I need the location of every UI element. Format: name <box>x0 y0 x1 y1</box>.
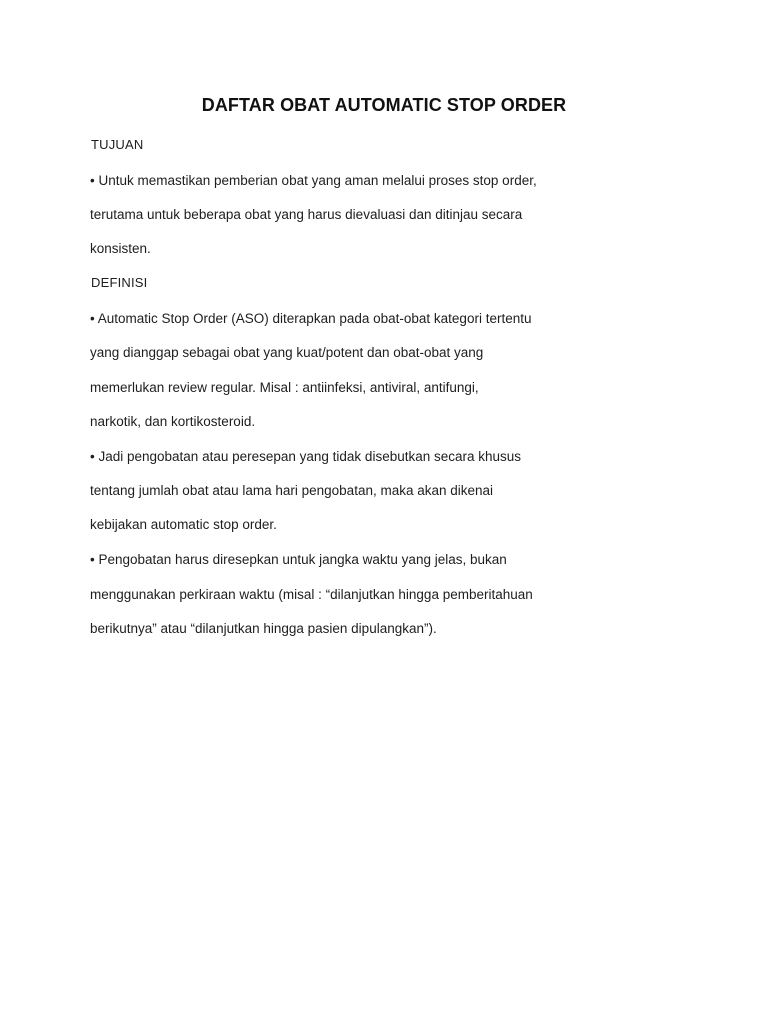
section-heading-tujuan: TUJUAN <box>91 137 144 152</box>
document-title: DAFTAR OBAT AUTOMATIC STOP ORDER <box>201 95 567 115</box>
paragraph-line: • Jadi pengobatan atau peresepan yang tidak disebutkan secara khusus <box>90 449 522 464</box>
paragraph-line: kebijakan automatic stop order. <box>90 517 277 532</box>
paragraph-line: menggunakan perkiraan waktu (misal : “dilanjutkan hingga pemberitahuan <box>90 587 533 602</box>
paragraph-line: berikutnya” atau “dilanjutkan hingga pasien dipulangkan”). <box>90 621 437 636</box>
paragraph-line: • Untuk memastikan pemberian obat yang aman melalui proses stop order, <box>90 173 537 188</box>
paragraph-line: konsisten. <box>90 241 151 256</box>
paragraph-line: narkotik, dan kortikosteroid. <box>90 414 256 429</box>
section-heading-definisi: DEFINISI <box>91 275 148 290</box>
paragraph-line: yang dianggap sebagai obat yang kuat/potent dan obat-obat yang <box>90 345 484 360</box>
paragraph-line: terutama untuk beberapa obat yang harus dievaluasi dan ditinjau secara <box>90 207 523 222</box>
paragraph-line: • Automatic Stop Order (ASO) diterapkan pada obat-obat kategori tertentu <box>90 311 532 326</box>
paragraph-line: • Pengobatan harus diresepkan untuk jangka waktu yang jelas, bukan <box>90 552 507 567</box>
paragraph-line: memerlukan review regular. Misal : antiinfeksi, antiviral, antifungi, <box>90 380 479 395</box>
paragraph-line: tentang jumlah obat atau lama hari pengobatan, maka akan dikenai <box>90 483 494 498</box>
